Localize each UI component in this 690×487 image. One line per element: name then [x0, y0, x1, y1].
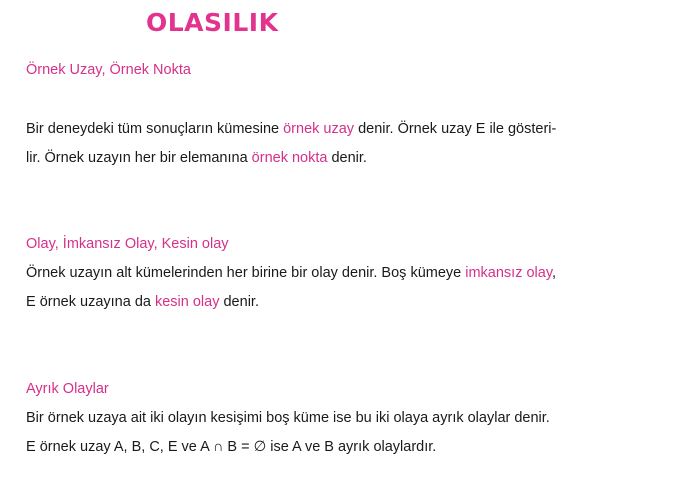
highlighted-term: örnek nokta	[251, 150, 328, 166]
section-heading-events: Olay, İmkansız Olay, Kesin olay	[26, 236, 229, 252]
body-text: Bir örnek uzaya ait iki olayın kesişimi boş küme ise bu iki olaya ayrık olaylar denir.	[26, 410, 550, 426]
body-text: denir.	[219, 294, 259, 310]
paragraph-line	[26, 409, 550, 427]
paragraph-line	[26, 438, 436, 456]
body-text: lir. Örnek uzayın her bir elemanına	[26, 150, 252, 166]
body-text: denir.	[327, 150, 367, 166]
highlighted-term: örnek uzay	[283, 121, 355, 137]
body-text: ,	[552, 265, 557, 281]
body-text: E örnek uzayına da	[26, 294, 155, 310]
highlighted-term: imkansız olay	[465, 265, 553, 281]
body-text: denir. Örnek uzay E ile gösteri-	[354, 121, 557, 137]
body-text: E örnek uzay A, B, C, E ve A ∩ B = ∅ ise A ve B ayrık olaylardır.	[26, 439, 437, 455]
paragraph-line	[26, 264, 556, 282]
section-heading-disjoint-events: Ayrık Olaylar	[26, 381, 109, 397]
highlighted-term: kesin olay	[154, 294, 220, 310]
section-heading-sample-space: Örnek Uzay, Örnek Nokta	[26, 62, 191, 78]
paragraph-line	[26, 293, 259, 311]
paragraph-line	[26, 149, 367, 167]
paragraph-line	[26, 120, 556, 138]
page-title: OLASILIK	[146, 8, 279, 37]
body-text: Bir deneydeki tüm sonuçların kümesine	[26, 121, 284, 137]
body-text: Örnek uzayın alt kümelerinden her birine bir olay denir. Boş kümeye	[26, 265, 466, 281]
